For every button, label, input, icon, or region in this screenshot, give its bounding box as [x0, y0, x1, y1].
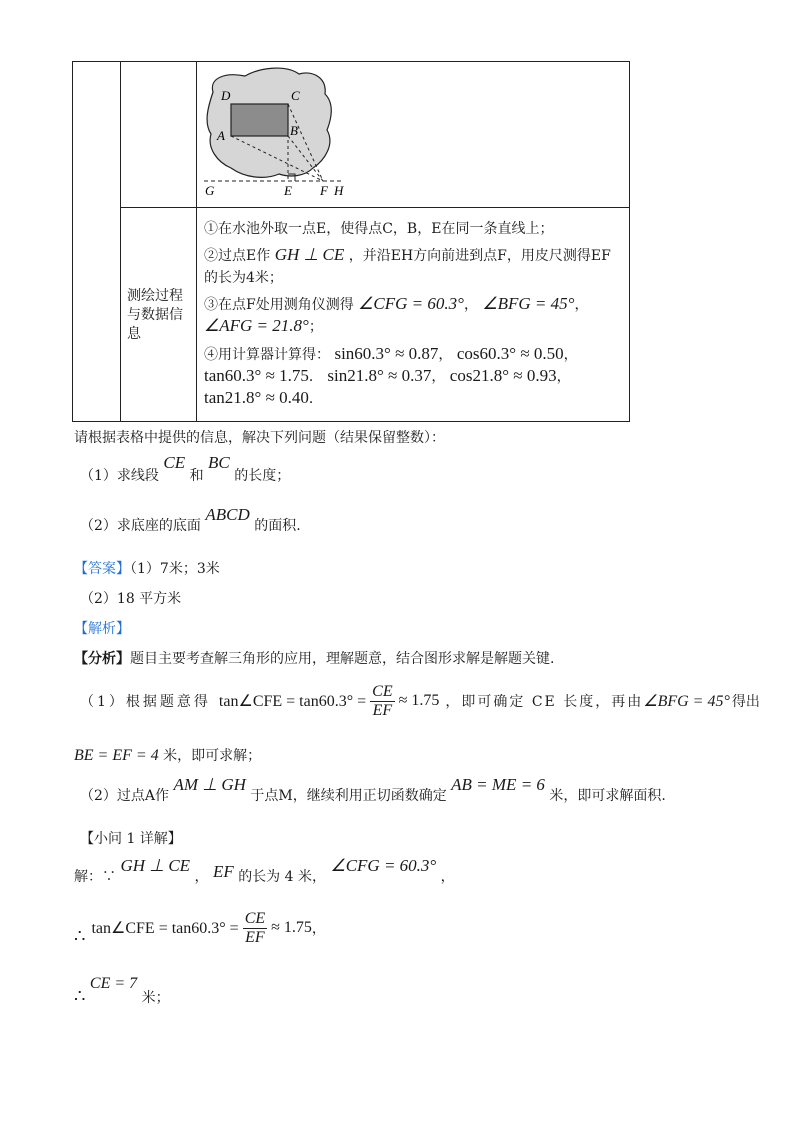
- table-col-divider-1: [120, 62, 121, 421]
- step-3-line-2: ∠AFG = 21.8°；: [204, 316, 323, 335]
- step-4-line-2: tan60.3° ≈ 1.75． sin21.8° ≈ 0.37， cos21.8° ≈ 0.93，: [204, 366, 571, 385]
- label-F: F: [320, 183, 328, 198]
- label-B: B: [290, 123, 298, 138]
- row-label: 测绘过程 与数据信 息: [127, 288, 183, 342]
- label-H: H: [334, 183, 344, 198]
- answer-line-1: 【答案】（1）7米；3米: [74, 561, 220, 577]
- label-G: G: [205, 183, 215, 198]
- prompt: 请根据表格中提供的信息，解决下列问题（结果保留整数）：: [74, 430, 445, 446]
- question-2: （2）求底座的底面 ABCD 的面积.: [80, 505, 301, 534]
- table-col-divider-2: [196, 62, 197, 421]
- step-2-line-2: 的长为4米；: [204, 270, 283, 286]
- solution-line-1: 解：∵ GH ⊥ CE ， EF 的长为 4 米， ∠CFG = 60.3° ，: [74, 856, 455, 885]
- solution-line-2: ∴ tan∠CFE = tan60.3° = $\frac{CE}{EF}$ ≈ 1.75 ，: [74, 909, 326, 947]
- answer-tag: 【答案】: [74, 561, 130, 577]
- table-row-divider: [120, 207, 629, 208]
- label-C: C: [291, 88, 300, 103]
- analysis-part-1-line-2: BE = EF = 4 米，即可求解；: [74, 747, 262, 764]
- label-D: D: [221, 88, 231, 103]
- step-2-line-1: ②过点E作 GH ⊥ CE ，并沿EH方向前进到点F，用皮尺测得EF: [204, 245, 611, 264]
- solution-line-3: ∴ CE = 7 米；: [74, 975, 170, 1007]
- pool-diagram: [201, 64, 361, 200]
- step-1: ①在水池外取一点E，使得点C，B，E在同一条直线上；: [204, 221, 554, 237]
- analysis-part-1-line-1: （1）根据题意得 tan∠CFE = tan60.3° = $\frac{CE}{EF}$ ≈ 1.75 ，即可确定 CE 长度，再由 ∠BFG = 45° 得出: [80, 682, 760, 719]
- analysis-tag: 【解析】: [74, 621, 130, 637]
- label-A: A: [217, 128, 225, 143]
- answer-line-2: （2）18 平方米: [80, 591, 182, 607]
- step-4-line-3: tan21.8° ≈ 0.40．: [204, 388, 323, 407]
- analysis-summary: 【分析】题目主要考查解三角形的应用，理解题意，结合图形求解是解题关键.: [74, 651, 555, 667]
- base-rectangle-abcd: [231, 104, 288, 136]
- step-3-line-1: ③在点F处用测角仪测得 ∠CFG = 60.3°， ∠BFG = 45°，: [204, 294, 589, 313]
- question-1: （1）求线段 CE 和 BC 的长度；: [80, 453, 291, 484]
- sub-question-1-tag: 【小问 1 详解】: [80, 831, 182, 847]
- analysis-part-2: （2）过点A作 AM ⊥ GH 于点M，继续利用正切函数确定 AB = ME = 6 米，即可求解面积.: [80, 775, 666, 804]
- label-E: E: [284, 183, 292, 198]
- info-table: [72, 61, 630, 422]
- step-4-line-1: ④用计算器计算得： sin60.3° ≈ 0.87， cos60.3° ≈ 0.50，: [204, 344, 578, 363]
